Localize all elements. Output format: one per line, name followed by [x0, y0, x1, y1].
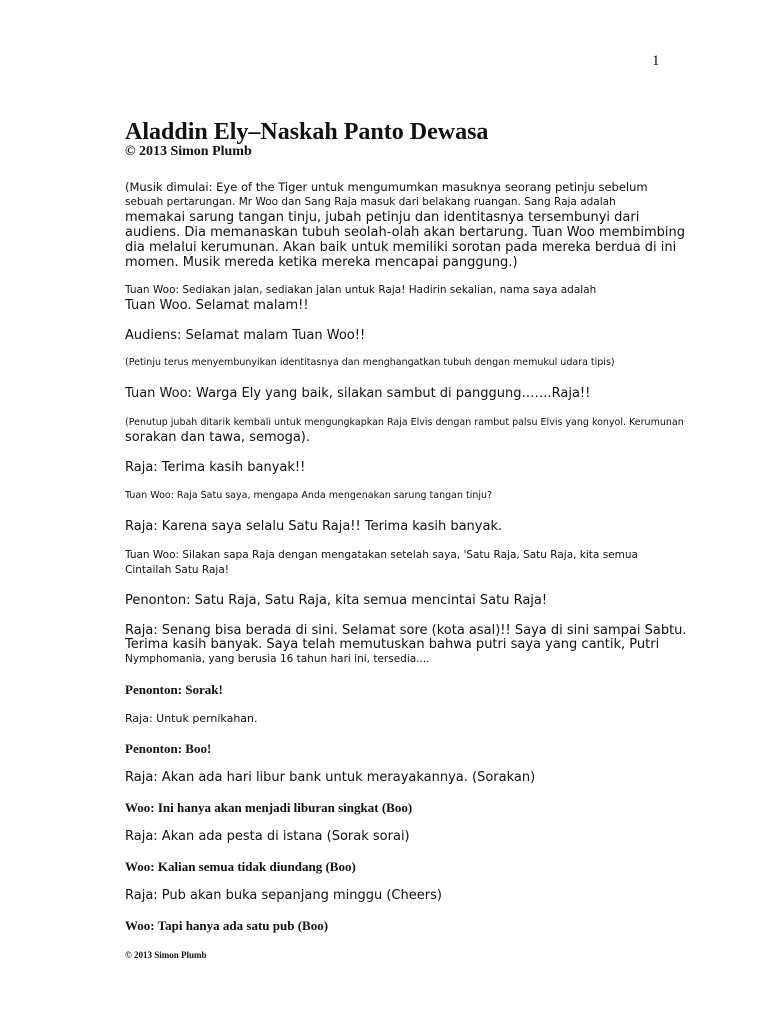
dialogue-line: Tuan Woo: Raja Satu saya, mengapa Anda mengenakan sarung tangan tinju?	[125, 490, 493, 501]
dialogue-line: Penonton: Boo!	[125, 741, 212, 756]
stage-direction-line: dia melalui kerumunan. Akan baik untuk memiliki sorotan pada mereka berdua di ini	[125, 240, 677, 255]
stage-direction-line: sorakan dan tawa, semoga).	[125, 430, 311, 445]
dialogue-line: Raja: Senang bisa berada di sini. Selamat sore (kota asal)!! Saya di sini sampai Sabtu.	[125, 623, 687, 638]
dialogue-line: Terima kasih banyak. Saya telah memutuskan bahwa putri saya yang cantik, Putri	[125, 637, 660, 652]
stage-direction-line: (Musik dimulai: Eye of the Tiger untuk mengumumkan masuknya seorang petinju sebelum	[125, 180, 648, 194]
dialogue-line: Nymphomania, yang berusia 16 tahun hari ini, tersedia....	[125, 653, 430, 665]
dialogue-line: Woo: Ini hanya akan menjadi liburan singkat (Boo)	[125, 800, 413, 815]
dialogue-line: Raja: Akan ada pesta di istana (Sorak sorai)	[125, 829, 410, 844]
dialogue-line: Raja: Pub akan buka sepanjang minggu (Cheers)	[125, 888, 442, 903]
dialogue-line: Audiens: Selamat malam Tuan Woo!!	[125, 328, 366, 343]
dialogue-line: Penonton: Sorak!	[125, 682, 223, 697]
dialogue-line: Tuan Woo: Silakan sapa Raja dengan mengatakan setelah saya, 'Satu Raja, Satu Raja, kita semua	[125, 549, 638, 561]
dialogue-line: Penonton: Satu Raja, Satu Raja, kita semua mencintai Satu Raja!	[125, 593, 548, 608]
dialogue-line: Raja: Karena saya selalu Satu Raja!! Terima kasih banyak.	[125, 519, 503, 534]
stage-direction-line: memakai sarung tangan tinju, jubah petinju dan identitasnya tersembunyi dari	[125, 210, 640, 225]
dialogue-line: Raja: Akan ada hari libur bank untuk merayakannya. (Sorakan)	[125, 770, 536, 785]
document-title: Aladdin Ely–Naskah Panto Dewasa	[125, 119, 489, 145]
dialogue-line: Tuan Woo. Selamat malam!!	[125, 298, 309, 313]
dialogue-line: Woo: Kalian semua tidak diundang (Boo)	[125, 859, 356, 874]
stage-direction-line: (Petinju terus menyembunyikan identitasnya dan menghangatkan tubuh dengan memukul udara tipis)	[125, 357, 615, 368]
dialogue-line: Raja: Untuk pernikahan.	[125, 712, 258, 725]
dialogue-line: Woo: Tapi hanya ada satu pub (Boo)	[125, 918, 329, 933]
dialogue-line: Raja: Terima kasih banyak!!	[125, 460, 306, 475]
stage-direction-line: audiens. Dia memanaskan tubuh seolah-olah akan bertarung. Tuan Woo membimbing	[125, 225, 686, 240]
page-footer: © 2013 Simon Plumb	[125, 950, 207, 960]
dialogue-line: Cintailah Satu Raja!	[125, 564, 229, 576]
stage-direction-line: sebuah pertarungan. Mr Woo dan Sang Raja masuk dari belakang ruangan. Sang Raja adalah	[125, 196, 616, 208]
stage-direction-line: momen. Musik mereda ketika mereka mencapai panggung.)	[125, 255, 518, 270]
dialogue-line: Tuan Woo: Sediakan jalan, sediakan jalan untuk Raja! Hadirin sekalian, nama saya adalah	[125, 284, 597, 296]
page-number: 1	[652, 53, 660, 69]
dialogue-line: Tuan Woo: Warga Ely yang baik, silakan sambut di panggung…….Raja!!	[125, 386, 591, 401]
stage-direction-line: (Penutup jubah ditarik kembali untuk mengungkapkan Raja Elvis dengan rambut palsu Elvis yang konyol. Kerumunan	[125, 417, 684, 428]
copyright-line: © 2013 Simon Plumb	[125, 144, 252, 159]
